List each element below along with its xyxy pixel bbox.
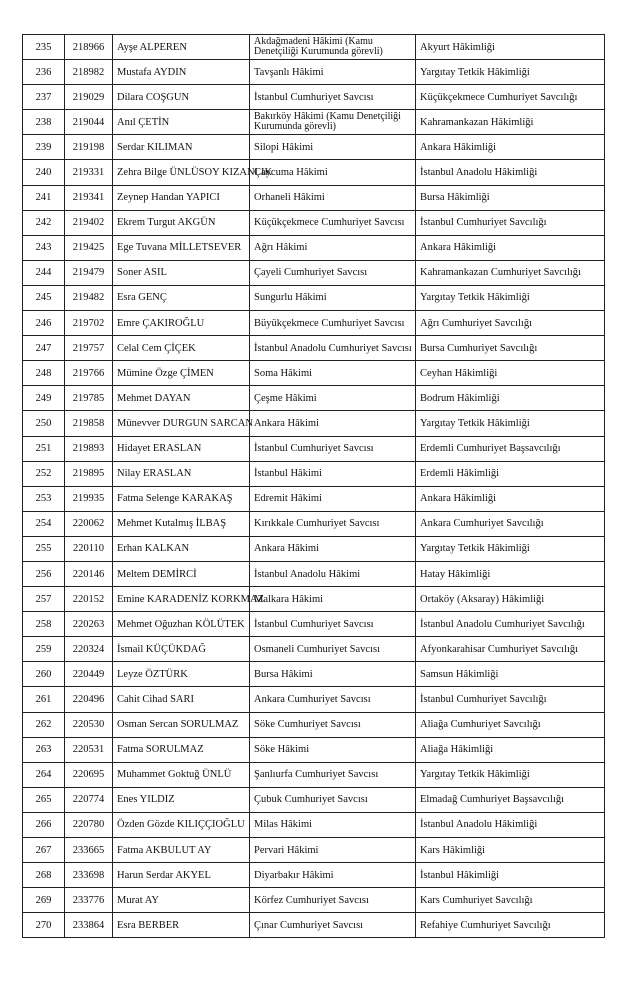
full-name-cell: Mümine Özge ÇİMEN [113,361,250,386]
table-row [23,361,605,386]
new-post-cell: Kars Cumhuriyet Savcılığı [416,888,605,913]
current-post-cell: Diyarbakır Hâkimi [250,863,416,888]
row-number-cell: 243 [23,235,65,260]
new-post-cell: Erdemli Cumhuriyet Başsavcılığı [416,436,605,461]
registry-number-cell: 219198 [65,135,113,160]
registry-number-cell: 219331 [65,160,113,185]
table-body [23,35,605,938]
table-row [23,888,605,913]
current-post-cell: Edremit Hâkimi [250,486,416,511]
row-number-cell: 257 [23,587,65,612]
full-name-cell: Nilay ERASLAN [113,461,250,486]
new-post-cell: Küçükçekmece Cumhuriyet Savcılığı [416,85,605,110]
table-row [23,838,605,863]
registry-number-cell: 219341 [65,185,113,210]
row-number-cell: 247 [23,336,65,361]
table-row [23,486,605,511]
full-name-cell: Emine KARADENİZ KORKMAZ [113,587,250,612]
table-row [23,863,605,888]
row-number-cell: 236 [23,60,65,85]
row-number-cell: 254 [23,511,65,536]
full-name-cell: Mustafa AYDIN [113,60,250,85]
row-number-cell: 248 [23,361,65,386]
registry-number-cell: 220780 [65,812,113,837]
row-number-cell: 266 [23,812,65,837]
table-row [23,235,605,260]
table-row [23,110,605,135]
new-post-cell: Ceyhan Hâkimliği [416,361,605,386]
registry-number-cell: 218982 [65,60,113,85]
table-row [23,737,605,762]
current-post-cell: İstanbul Hâkimi [250,461,416,486]
full-name-cell: Zehra Bilge ÜNLÜSOY KIZANLIK [113,160,250,185]
new-post-cell: İstanbul Cumhuriyet Savcılığı [416,210,605,235]
new-post-cell: Ankara Hâkimliği [416,235,605,260]
table-row [23,637,605,662]
row-number-cell: 270 [23,913,65,938]
table-row [23,812,605,837]
current-post-cell: Ankara Cumhuriyet Savcısı [250,687,416,712]
registry-number-cell: 233665 [65,838,113,863]
full-name-cell: Mehmet Oğuzhan KÖLÜTEK [113,612,250,637]
full-name-cell: Muhammet Goktuğ ÜNLÜ [113,762,250,787]
registry-number-cell: 219044 [65,110,113,135]
full-name-cell: İsmail KÜÇÜKDAĞ [113,637,250,662]
row-number-cell: 263 [23,737,65,762]
current-post-cell: Silopi Hâkimi [250,135,416,160]
registry-number-cell: 219029 [65,85,113,110]
new-post-cell: Bursa Cumhuriyet Savcılığı [416,336,605,361]
current-post-cell: İstanbul Anadolu Hâkimi [250,561,416,586]
table-row [23,35,605,60]
full-name-cell: Ekrem Turgut AKGÜN [113,210,250,235]
table-row [23,511,605,536]
table-row [23,311,605,336]
row-number-cell: 256 [23,561,65,586]
registry-number-cell: 220449 [65,662,113,687]
registry-number-cell: 219479 [65,260,113,285]
table-row [23,210,605,235]
new-post-cell: Afyonkarahisar Cumhuriyet Savcılığı [416,637,605,662]
registry-number-cell: 219482 [65,285,113,310]
full-name-cell: Emre ÇAKIROĞLU [113,311,250,336]
table-row [23,135,605,160]
full-name-cell: Erhan KALKAN [113,536,250,561]
row-number-cell: 242 [23,210,65,235]
full-name-cell: Meltem DEMİRCİ [113,561,250,586]
new-post-cell: Yargıtay Tetkik Hâkimliği [416,285,605,310]
current-post-cell: Büyükçekmece Cumhuriyet Savcısı [250,311,416,336]
row-number-cell: 261 [23,687,65,712]
registry-number-cell: 220146 [65,561,113,586]
registry-number-cell: 219702 [65,311,113,336]
current-post-cell: İstanbul Anadolu Cumhuriyet Savcısı [250,336,416,361]
new-post-cell: Ankara Hâkimliği [416,486,605,511]
row-number-cell: 237 [23,85,65,110]
current-post-cell: Şanlıurfa Cumhuriyet Savcısı [250,762,416,787]
full-name-cell: Mehmet DAYAN [113,386,250,411]
row-number-cell: 251 [23,436,65,461]
full-name-cell: Cahit Cihad SARI [113,687,250,712]
row-number-cell: 238 [23,110,65,135]
new-post-cell: Kahramankazan Cumhuriyet Savcılığı [416,260,605,285]
current-post-cell: Çubuk Cumhuriyet Savcısı [250,787,416,812]
current-post-cell: Kırıkkale Cumhuriyet Savcısı [250,511,416,536]
table-row [23,386,605,411]
row-number-cell: 244 [23,260,65,285]
table-row [23,436,605,461]
table-row [23,285,605,310]
current-post-cell: Küçükçekmece Cumhuriyet Savcısı [250,210,416,235]
full-name-cell: Murat AY [113,888,250,913]
new-post-cell: Kars Hâkimliği [416,838,605,863]
row-number-cell: 249 [23,386,65,411]
full-name-cell: Fatma AKBULUT AY [113,838,250,863]
table-row [23,561,605,586]
full-name-cell: Enes YILDIZ [113,787,250,812]
new-post-cell: Refahiye Cumhuriyet Savcılığı [416,913,605,938]
row-number-cell: 241 [23,185,65,210]
table-row [23,461,605,486]
registry-number-cell: 219402 [65,210,113,235]
full-name-cell: Celal Cem ÇİÇEK [113,336,250,361]
current-post-cell: Ankara Hâkimi [250,536,416,561]
full-name-cell: Ayşe ALPEREN [113,35,250,60]
full-name-cell: Hidayet ERASLAN [113,436,250,461]
row-number-cell: 246 [23,311,65,336]
current-post-cell: İstanbul Cumhuriyet Savcısı [250,612,416,637]
registry-number-cell: 219895 [65,461,113,486]
registry-number-cell: 219425 [65,235,113,260]
registry-number-cell: 233776 [65,888,113,913]
new-post-cell: Aliağa Hâkimliği [416,737,605,762]
registry-number-cell: 219858 [65,411,113,436]
current-post-cell: Bursa Hâkimi [250,662,416,687]
registry-number-cell: 220152 [65,587,113,612]
current-post-cell: Malkara Hâkimi [250,587,416,612]
registry-number-cell: 220062 [65,511,113,536]
table-row [23,787,605,812]
full-name-cell: Leyze ÖZTÜRK [113,662,250,687]
table-row [23,85,605,110]
new-post-cell: İstanbul Anadolu Hâkimliği [416,160,605,185]
appointment-table [22,34,605,938]
full-name-cell: Fatma Selenge KARAKAŞ [113,486,250,511]
table-row [23,913,605,938]
row-number-cell: 239 [23,135,65,160]
new-post-cell: İstanbul Hâkimliği [416,863,605,888]
registry-number-cell: 220263 [65,612,113,637]
full-name-cell: Özden Gözde KILIÇÇIOĞLU [113,812,250,837]
registry-number-cell: 220531 [65,737,113,762]
current-post-cell: Soma Hâkimi [250,361,416,386]
row-number-cell: 267 [23,838,65,863]
registry-number-cell: 219935 [65,486,113,511]
table-row [23,336,605,361]
table-row [23,612,605,637]
new-post-cell: Hatay Hâkimliği [416,561,605,586]
registry-number-cell: 220695 [65,762,113,787]
current-post-cell: Tavşanlı Hâkimi [250,60,416,85]
new-post-cell: Ağrı Cumhuriyet Savcılığı [416,311,605,336]
row-number-cell: 255 [23,536,65,561]
current-post-cell: Milas Hâkimi [250,812,416,837]
table-row [23,536,605,561]
row-number-cell: 240 [23,160,65,185]
current-post-cell: Çeşme Hâkimi [250,386,416,411]
full-name-cell: Münevver DURGUN SARCAN [113,411,250,436]
table-row [23,687,605,712]
registry-number-cell: 219766 [65,361,113,386]
registry-number-cell: 233698 [65,863,113,888]
current-post-cell: Pervari Hâkimi [250,838,416,863]
new-post-cell: Yargıtay Tetkik Hâkimliği [416,60,605,85]
row-number-cell: 265 [23,787,65,812]
table-row [23,762,605,787]
row-number-cell: 253 [23,486,65,511]
registry-number-cell: 219785 [65,386,113,411]
row-number-cell: 262 [23,712,65,737]
new-post-cell: İstanbul Anadolu Hâkimliği [416,812,605,837]
new-post-cell: Elmadağ Cumhuriyet Başsavcılığı [416,787,605,812]
row-number-cell: 252 [23,461,65,486]
current-post-cell: Ağrı Hâkimi [250,235,416,260]
row-number-cell: 259 [23,637,65,662]
new-post-cell: Erdemli Hâkimliği [416,461,605,486]
row-number-cell: 235 [23,35,65,60]
current-post-cell: Körfez Cumhuriyet Savcısı [250,888,416,913]
registry-number-cell: 219757 [65,336,113,361]
current-post-cell: Çayeli Cumhuriyet Savcısı [250,260,416,285]
current-post-cell: Söke Hâkimi [250,737,416,762]
row-number-cell: 269 [23,888,65,913]
full-name-cell: Esra GENÇ [113,285,250,310]
new-post-cell: Yargıtay Tetkik Hâkimliği [416,536,605,561]
current-post-cell: Akdağmadeni Hâkimi (Kamu Denetçiliği Kurumunda görevli) [250,35,416,60]
row-number-cell: 260 [23,662,65,687]
new-post-cell: Aliağa Cumhuriyet Savcılığı [416,712,605,737]
full-name-cell: Zeynep Handan YAPICI [113,185,250,210]
current-post-cell: Çaycuma Hâkimi [250,160,416,185]
new-post-cell: Samsun Hâkimliği [416,662,605,687]
full-name-cell: Esra BERBER [113,913,250,938]
registry-number-cell: 220496 [65,687,113,712]
full-name-cell: Mehmet Kutalmış İLBAŞ [113,511,250,536]
registry-number-cell: 219893 [65,436,113,461]
table-row [23,712,605,737]
row-number-cell: 264 [23,762,65,787]
table-row [23,185,605,210]
new-post-cell: Ankara Hâkimliği [416,135,605,160]
full-name-cell: Osman Sercan SORULMAZ [113,712,250,737]
table-row [23,587,605,612]
table-row [23,260,605,285]
current-post-cell: Ankara Hâkimi [250,411,416,436]
full-name-cell: Fatma SORULMAZ [113,737,250,762]
new-post-cell: Yargıtay Tetkik Hâkimliği [416,411,605,436]
current-post-cell: İstanbul Cumhuriyet Savcısı [250,85,416,110]
new-post-cell: İstanbul Anadolu Cumhuriyet Savcılığı [416,612,605,637]
current-post-cell: Bakırköy Hâkimi (Kamu Denetçiliği Kurumunda görevli) [250,110,416,135]
row-number-cell: 268 [23,863,65,888]
current-post-cell: Orhaneli Hâkimi [250,185,416,210]
registry-number-cell: 220110 [65,536,113,561]
table-row [23,662,605,687]
registry-number-cell: 218966 [65,35,113,60]
full-name-cell: Soner ASIL [113,260,250,285]
new-post-cell: Yargıtay Tetkik Hâkimliği [416,762,605,787]
row-number-cell: 250 [23,411,65,436]
new-post-cell: Ortaköy (Aksaray) Hâkimliği [416,587,605,612]
current-post-cell: İstanbul Cumhuriyet Savcısı [250,436,416,461]
current-post-cell: Sungurlu Hâkimi [250,285,416,310]
table-row [23,160,605,185]
full-name-cell: Harun Serdar AKYEL [113,863,250,888]
full-name-cell: Dilara COŞGUN [113,85,250,110]
row-number-cell: 258 [23,612,65,637]
new-post-cell: Bodrum Hâkimliği [416,386,605,411]
current-post-cell: Osmaneli Cumhuriyet Savcısı [250,637,416,662]
current-post-cell: Söke Cumhuriyet Savcısı [250,712,416,737]
new-post-cell: Ankara Cumhuriyet Savcılığı [416,511,605,536]
new-post-cell: Kahramankazan Hâkimliği [416,110,605,135]
full-name-cell: Ege Tuvana MİLLETSEVER [113,235,250,260]
new-post-cell: Bursa Hâkimliği [416,185,605,210]
new-post-cell: İstanbul Cumhuriyet Savcılığı [416,687,605,712]
full-name-cell: Serdar KILIMAN [113,135,250,160]
registry-number-cell: 220324 [65,637,113,662]
table-row [23,411,605,436]
registry-number-cell: 220530 [65,712,113,737]
new-post-cell: Akyurt Hâkimliği [416,35,605,60]
full-name-cell: Anıl ÇETİN [113,110,250,135]
registry-number-cell: 220774 [65,787,113,812]
registry-number-cell: 233864 [65,913,113,938]
table-row [23,60,605,85]
row-number-cell: 245 [23,285,65,310]
document-page [22,34,604,938]
current-post-cell: Çınar Cumhuriyet Savcısı [250,913,416,938]
